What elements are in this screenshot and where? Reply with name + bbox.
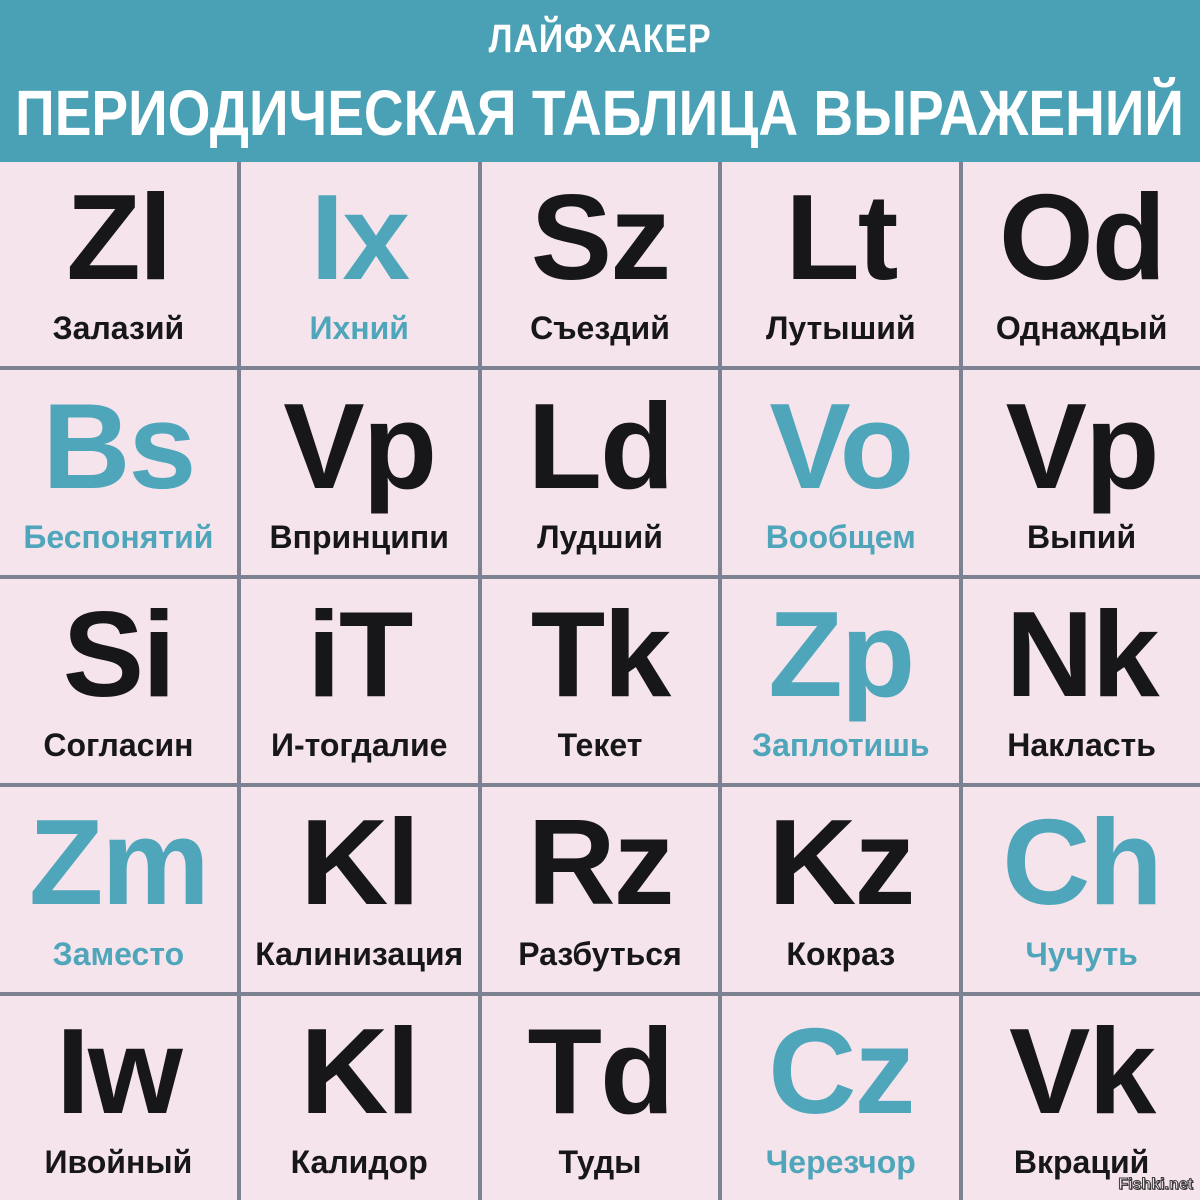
element-symbol: Kl xyxy=(300,1002,419,1139)
element-symbol-wrap xyxy=(1009,996,1154,1146)
element-cell xyxy=(482,579,719,783)
element-word: Текет xyxy=(557,727,643,764)
element-symbol: Vo xyxy=(769,377,913,514)
element-symbol: Ld xyxy=(527,377,673,514)
element-symbol: Ch xyxy=(1002,794,1161,931)
element-cell xyxy=(241,996,478,1200)
element-word: Беспонятий xyxy=(23,518,214,555)
element-symbol-wrap xyxy=(785,162,896,312)
element-symbol: Tk xyxy=(530,585,670,722)
element-symbol-wrap xyxy=(531,579,669,729)
element-symbol: Vk xyxy=(1008,1002,1155,1139)
element-word: Залазий xyxy=(52,310,185,347)
element-symbol-wrap xyxy=(1006,370,1158,520)
element-word: Разбуться xyxy=(518,935,682,972)
element-symbol-wrap xyxy=(999,162,1164,312)
element-symbol: Td xyxy=(527,1002,673,1139)
element-cell xyxy=(722,787,959,991)
element-symbol: Od xyxy=(998,169,1165,306)
element-symbol: iT xyxy=(306,585,412,722)
element-word: Черезчор xyxy=(765,1143,916,1180)
element-symbol-wrap xyxy=(1006,579,1158,729)
element-word: Ихний xyxy=(309,310,409,347)
element-word: Заплотишь xyxy=(752,727,930,764)
element-cell xyxy=(0,787,237,991)
element-word: Вообщем xyxy=(765,518,916,555)
element-symbol: Ix xyxy=(310,169,409,306)
element-symbol-wrap xyxy=(768,996,913,1146)
element-symbol: Cz xyxy=(768,1002,914,1139)
element-word: Калидор xyxy=(290,1143,428,1180)
element-symbol-wrap xyxy=(768,579,913,729)
element-cell xyxy=(963,370,1200,574)
element-word: Туды xyxy=(558,1143,642,1180)
element-symbol: Vp xyxy=(283,377,436,514)
element-symbol-wrap xyxy=(300,787,418,937)
element-symbol: Vp xyxy=(1005,377,1158,514)
element-symbol: Zp xyxy=(768,585,914,722)
element-symbol: Zl xyxy=(66,169,171,306)
element-word: Согласин xyxy=(43,727,194,764)
element-cell xyxy=(963,579,1200,783)
element-symbol-wrap xyxy=(63,579,174,729)
element-cell xyxy=(482,162,719,366)
element-cell xyxy=(0,579,237,783)
element-cell xyxy=(0,370,237,574)
element-word: Вкраций xyxy=(1013,1143,1150,1180)
watermark: Fishki.net xyxy=(1118,1176,1193,1193)
element-word: Кокраз xyxy=(786,935,896,972)
element-symbol: Zm xyxy=(28,794,208,931)
element-cell xyxy=(963,787,1200,991)
element-cell xyxy=(241,787,478,991)
element-symbol-wrap xyxy=(300,996,418,1146)
element-symbol-wrap xyxy=(66,162,170,312)
element-cell xyxy=(722,996,959,1200)
element-symbol-wrap xyxy=(283,370,435,520)
element-word: Накласть xyxy=(1007,727,1156,764)
lifehacker-logo: ЛАЙФХАКЕР xyxy=(488,17,712,61)
element-symbol-wrap xyxy=(307,579,411,729)
element-symbol: Rz xyxy=(527,794,673,931)
elements-grid xyxy=(0,162,1200,1200)
element-word: Лудший xyxy=(537,518,663,555)
element-symbol-wrap xyxy=(769,370,912,520)
element-cell xyxy=(241,370,478,574)
element-word: Выпий xyxy=(1027,518,1137,555)
element-word: Ивойный xyxy=(44,1143,193,1180)
element-symbol-wrap xyxy=(768,787,913,937)
element-cell xyxy=(482,370,719,574)
element-symbol: Sz xyxy=(530,169,670,306)
element-cell xyxy=(0,996,237,1200)
element-cell xyxy=(722,579,959,783)
element-symbol: Lt xyxy=(785,169,897,306)
element-symbol-wrap xyxy=(29,787,208,937)
element-cell xyxy=(482,996,719,1200)
element-cell xyxy=(722,370,959,574)
element-cell xyxy=(482,787,719,991)
element-symbol-wrap xyxy=(42,370,194,520)
element-symbol: Nk xyxy=(1005,585,1158,722)
element-symbol: Si xyxy=(62,585,175,722)
element-symbol: Kl xyxy=(300,794,419,931)
page-title: ПЕРИОДИЧЕСКАЯ ТАБЛИЦА ВЫРАЖЕНИЙ xyxy=(15,77,1185,149)
element-cell xyxy=(241,162,478,366)
element-symbol: Bs xyxy=(42,377,195,514)
element-symbol-wrap xyxy=(56,996,181,1146)
element-cell xyxy=(963,162,1200,366)
element-word: Заместо xyxy=(52,935,185,972)
element-cell xyxy=(0,162,237,366)
element-symbol-wrap xyxy=(531,162,669,312)
element-word: Съездий xyxy=(530,310,670,347)
element-word: И-тогдалие xyxy=(270,727,448,764)
element-symbol-wrap xyxy=(527,996,672,1146)
element-symbol-wrap xyxy=(310,162,408,312)
element-word: Однаждый xyxy=(995,310,1168,347)
element-cell xyxy=(722,162,959,366)
element-word: Впринципи xyxy=(269,518,449,555)
element-symbol-wrap xyxy=(527,370,672,520)
element-symbol-wrap xyxy=(1002,787,1161,937)
element-symbol-wrap xyxy=(527,787,672,937)
element-word: Чучуть xyxy=(1025,935,1138,972)
header-band xyxy=(0,0,1200,162)
element-word: Лутыший xyxy=(765,310,916,347)
element-symbol: Kz xyxy=(768,794,914,931)
element-cell xyxy=(963,996,1200,1200)
element-word: Калинизация xyxy=(255,935,464,972)
element-cell xyxy=(241,579,478,783)
element-symbol: Iw xyxy=(56,1002,181,1139)
